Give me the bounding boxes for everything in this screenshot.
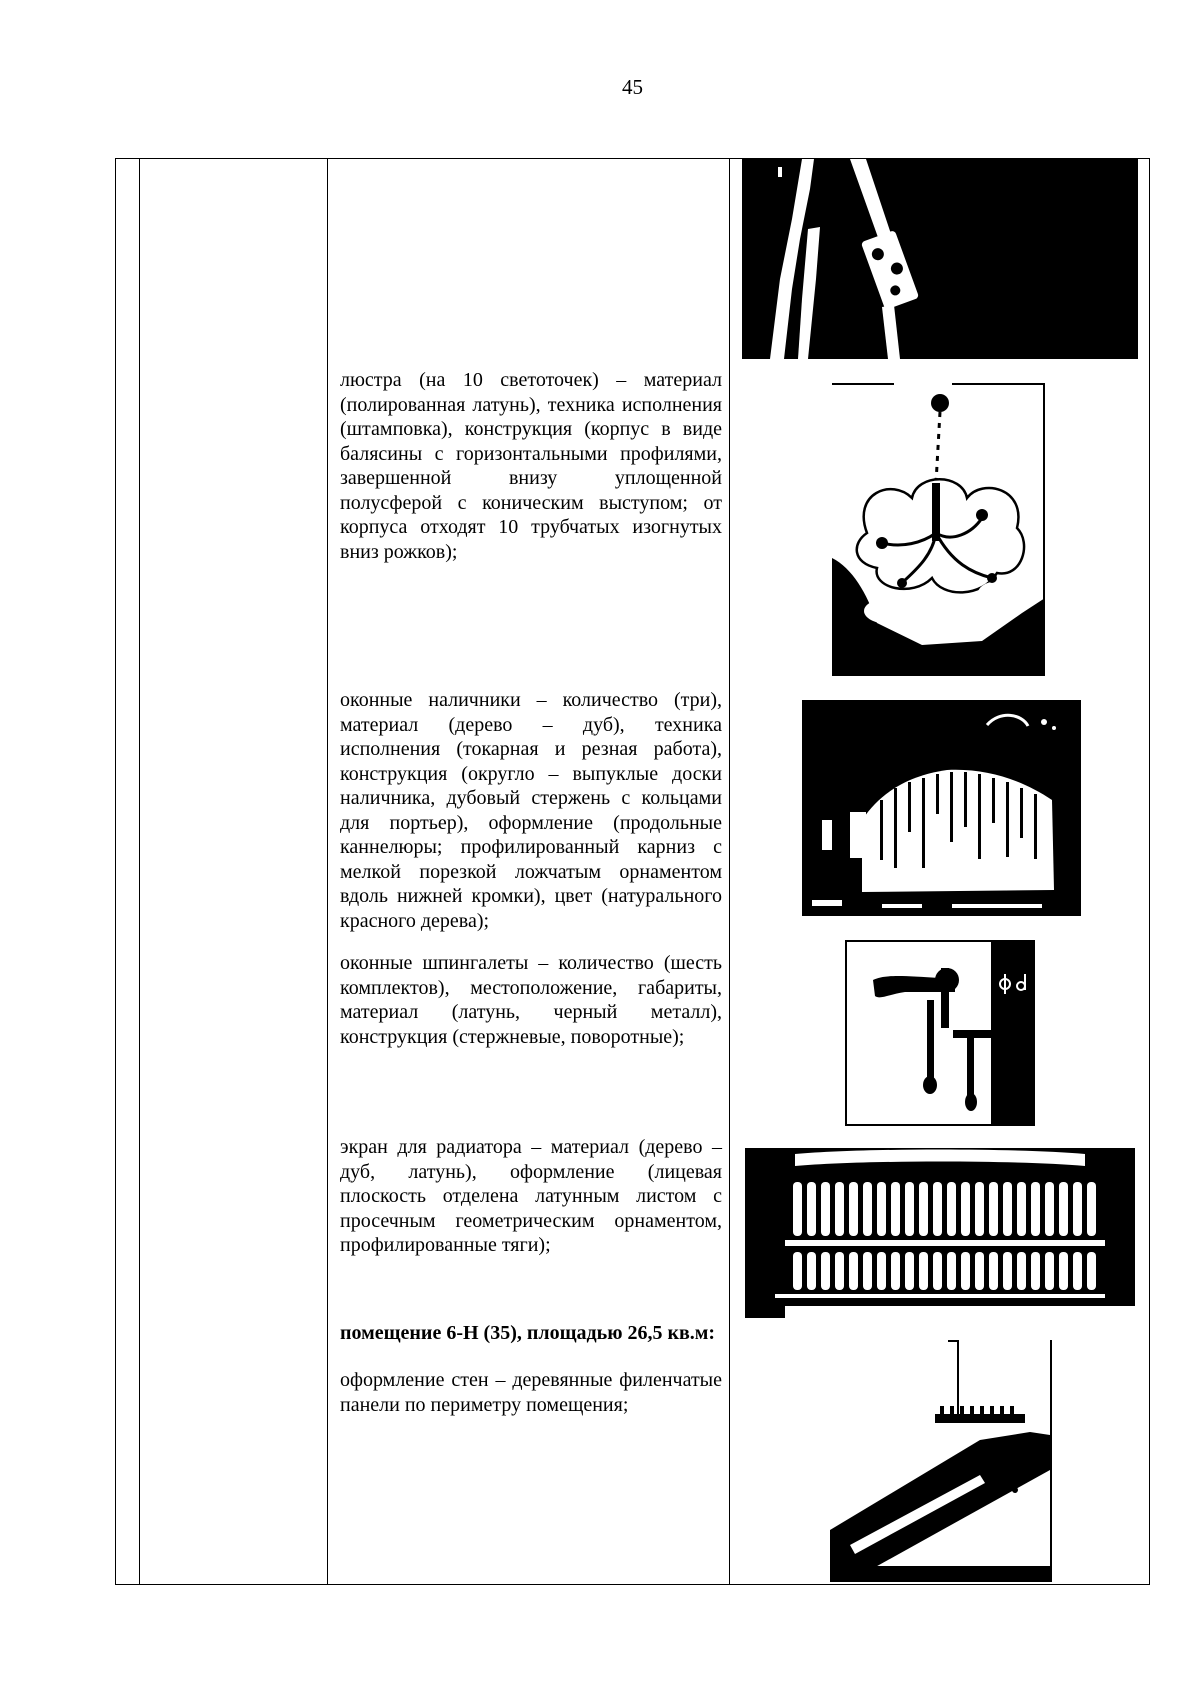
item-radiator-screen: экран для радиатора – материал (дерево – дуб, латунь), оформление (лицевая плоскость отделена латунным листом с просечным геометрическим орнаментом, профилированные тяги); [340, 1136, 722, 1256]
room-heading: помещение 6-Н (35), площадью 26,5 кв.м: [340, 1322, 716, 1344]
item-window-trims: оконные наличники – количество (три), материал (дерево – дуб), техника исполнения (токарная и резная работа), конструкция (округло – выпуклые доски наличника, дубовый стержень с кольцами для портьер), оформление (продольные каннелюры; профилированный карниз с мелкой порезкой ложчатым орнаментом вдоль нижней кромки), цвет (натурального красного дерева); [340, 689, 722, 932]
item-wall-finish: оформление стен – деревянные филенчатые панели по периметру помещения; [340, 1369, 722, 1416]
photo-radiator-screen [745, 1148, 1135, 1318]
photo-wall-panels [830, 1340, 1052, 1582]
photo-chandelier-rods [742, 159, 1138, 359]
photo-chandelier [832, 383, 1045, 676]
column-divider-2 [327, 158, 328, 1585]
photo-window-trims [802, 700, 1081, 916]
item-chandelier: люстра (на 10 светоточек) – материал (полированная латунь), техника исполнения (штамповка), конструкция (корпус в виде балясины с горизонтальными профилями, завершенной внизу уплощенной полусферой с коническим выступом; от корпуса отходят 10 трубчатых изогнутых вниз рожков); [340, 369, 722, 563]
photo-window-espagnolettes [845, 940, 1035, 1126]
column-divider-3 [729, 158, 730, 1585]
item-window-espagnolettes: оконные шпингалеты – количество (шесть комплектов), местоположение, габариты, материал (латунь, черный металл), конструкция (стержневые, поворотные); [340, 952, 722, 1048]
page-number: 45 [622, 75, 643, 99]
column-divider-1 [139, 158, 140, 1585]
